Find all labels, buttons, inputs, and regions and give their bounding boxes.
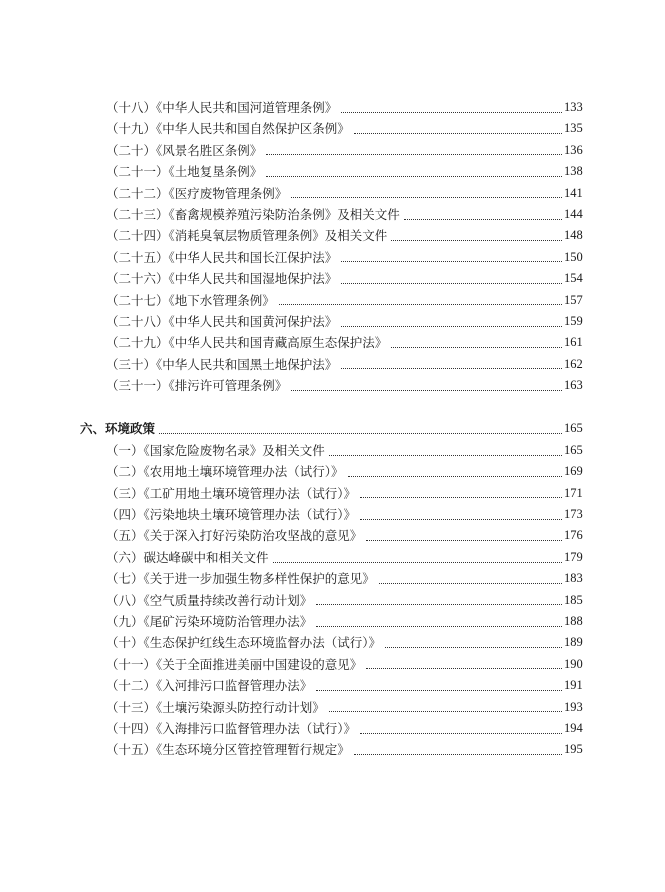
toc-entry-title: （十五）《生态环境分区管控管理暂行规定》 [106, 742, 350, 758]
toc-entry-page: 159 [564, 313, 583, 328]
toc-entry[interactable] [0, 268, 665, 289]
toc-entry-title: （二十八）《中华人民共和国黄河保护法》 [106, 313, 338, 329]
toc-entry-title: （九）《尾矿污染环境防治管理办法》 [106, 613, 313, 629]
toc-entry-title: （二十二）《医疗废物管理条例》 [106, 185, 288, 201]
toc-entry-title: （三）《工矿用地土壤环境管理办法（试行）》 [106, 485, 357, 501]
toc-entry-title: （二十一）《土地复垦条例》 [106, 164, 263, 180]
toc-entry[interactable] [0, 225, 665, 246]
toc-entry-page: 162 [564, 356, 583, 371]
toc-entry-page: 191 [564, 678, 583, 693]
toc-section-heading[interactable] [0, 418, 665, 439]
toc-entry-title: （三十一）《排污许可管理条例》 [106, 378, 288, 394]
toc-entry-title: （二十六）《中华人民共和国湿地保护法》 [106, 271, 338, 287]
toc-entry-page: 188 [564, 613, 583, 628]
toc-entry-title: （十一）《关于全面推进美丽中国建设的意见》 [106, 656, 363, 672]
toc-entry-page: 157 [564, 292, 583, 307]
toc-entry[interactable] [0, 718, 665, 739]
toc-entry[interactable] [0, 461, 665, 482]
toc-entry[interactable] [0, 354, 665, 375]
toc-entry-title: （八）《空气质量持续改善行动计划》 [106, 592, 313, 608]
toc-entry-page: 194 [564, 720, 583, 735]
toc-entry[interactable] [0, 611, 665, 632]
dot-leader [266, 153, 562, 155]
dot-leader [341, 282, 562, 284]
dot-leader [391, 346, 562, 348]
toc-entry-page: 171 [564, 485, 583, 500]
toc-entry-title: （二十九）《中华人民共和国青藏高原生态保护法》 [106, 335, 388, 351]
toc-entry-page: 141 [564, 185, 583, 200]
toc-entry-title: （二十四）《消耗臭氧层物质管理条例》及相关文件 [106, 228, 388, 244]
toc-entry-title: （十八）《中华人民共和国河道管理条例》 [106, 100, 338, 115]
toc-entry-title: （二）《农用地土壤环境管理办法（试行）》 [106, 464, 344, 480]
toc-entry-page: 165 [564, 442, 583, 457]
section-gap [0, 396, 665, 418]
toc-entry-title: （六）碳达峰碳中和相关文件 [106, 549, 269, 565]
toc-entry[interactable] [0, 375, 665, 396]
dot-leader [291, 389, 562, 391]
toc-entry-title: （十）《生态保护红线生态环境监督办法（试行）》 [106, 635, 382, 651]
toc-entry-page: 135 [564, 121, 583, 136]
toc-entry-page: 173 [564, 507, 583, 522]
toc-entry[interactable] [0, 675, 665, 696]
toc-entry[interactable] [0, 332, 665, 353]
toc-entry-title: （十三）《土壤污染源头防控行动计划》 [106, 699, 325, 715]
toc-entry-title: （十四）《入海排污口监督管理办法（试行）》 [106, 720, 357, 736]
toc-entry-page: 136 [564, 142, 583, 157]
dot-leader [360, 496, 562, 498]
toc-entry[interactable] [0, 547, 665, 568]
dot-leader [366, 539, 562, 541]
toc-entry-page: 148 [564, 228, 583, 243]
toc-entry[interactable] [0, 525, 665, 546]
toc-entry-title: （四）《污染地块土壤环境管理办法（试行）》 [106, 507, 357, 523]
dot-leader [341, 260, 562, 262]
toc-entry[interactable] [0, 440, 665, 461]
toc-entry-page: 185 [564, 592, 583, 607]
table-of-contents [0, 97, 665, 761]
toc-entry-page: 179 [564, 549, 583, 564]
toc-entry[interactable] [0, 97, 665, 118]
toc-entry-title: （二十五）《中华人民共和国长江保护法》 [106, 249, 338, 265]
toc-entry[interactable] [0, 118, 665, 139]
dot-leader [354, 132, 562, 134]
dot-leader [360, 518, 562, 520]
dot-leader [404, 218, 562, 220]
dot-leader [385, 646, 562, 648]
toc-entry-page: 161 [564, 335, 583, 350]
dot-leader [341, 367, 562, 369]
dot-leader [316, 603, 562, 605]
toc-entry-page: 133 [564, 100, 583, 114]
toc-entry-page: 183 [564, 571, 583, 586]
dot-leader [348, 475, 562, 477]
toc-entry[interactable] [0, 697, 665, 718]
dot-leader [391, 239, 562, 241]
toc-entry-title: （三十）《中华人民共和国黑土地保护法》 [106, 356, 338, 372]
toc-entry[interactable] [0, 183, 665, 204]
toc-entry-title: （二十三）《畜禽规模养殖污染防治条例》及相关文件 [106, 206, 400, 222]
toc-entry-title: （十九）《中华人民共和国自然保护区条例》 [106, 121, 350, 137]
dot-leader [279, 303, 562, 305]
toc-entry[interactable] [0, 161, 665, 182]
dot-leader [341, 325, 562, 327]
toc-entry-page: 190 [564, 656, 583, 671]
toc-entry[interactable] [0, 590, 665, 611]
toc-entry-page: 176 [564, 528, 583, 543]
dot-leader [316, 689, 562, 691]
toc-entry[interactable] [0, 290, 665, 311]
toc-entry[interactable] [0, 204, 665, 225]
toc-section-page: 165 [564, 421, 583, 436]
toc-entry-page: 154 [564, 271, 583, 286]
toc-entry[interactable] [0, 311, 665, 332]
toc-entry-page: 144 [564, 206, 583, 221]
dot-leader [316, 625, 562, 627]
toc-entry-page: 150 [564, 249, 583, 264]
toc-entry[interactable] [0, 739, 665, 760]
dot-leader [329, 710, 562, 712]
dot-leader [379, 582, 562, 584]
toc-entry[interactable] [0, 247, 665, 268]
toc-entry-title: （十二）《入河排污口监督管理办法》 [106, 678, 313, 694]
toc-entry-page: 189 [564, 635, 583, 650]
toc-entry[interactable] [0, 483, 665, 504]
toc-entry-page: 193 [564, 699, 583, 714]
dot-leader [360, 732, 562, 734]
toc-entry-title: （二十）《风景名胜区条例》 [106, 142, 263, 158]
toc-entry-title: （一）《国家危险废物名录》及相关文件 [106, 442, 325, 458]
toc-entry-page: 169 [564, 464, 583, 479]
toc-entry[interactable] [0, 504, 665, 525]
toc-entry[interactable] [0, 632, 665, 653]
dot-leader [366, 667, 562, 669]
toc-entry[interactable] [0, 654, 665, 675]
toc-entry[interactable] [0, 568, 665, 589]
toc-entry-page: 195 [564, 742, 583, 757]
toc-entry-page: 138 [564, 164, 583, 179]
toc-entry-page: 163 [564, 378, 583, 393]
dot-leader [266, 175, 562, 177]
toc-entry-title: （七）《关于进一步加强生物多样性保护的意见》 [106, 571, 375, 587]
toc-entry-title: （五）《关于深入打好污染防治攻坚战的意见》 [106, 528, 363, 544]
toc-section-title: 六、环境政策 [80, 421, 156, 437]
toc-entry-title: （二十七）《地下水管理条例》 [106, 292, 275, 308]
dot-leader [291, 196, 562, 198]
dot-leader [329, 454, 562, 456]
dot-leader [273, 561, 562, 563]
dot-leader [341, 111, 562, 113]
toc-entry[interactable] [0, 140, 665, 161]
dot-leader [354, 753, 562, 755]
dot-leader [159, 432, 562, 434]
